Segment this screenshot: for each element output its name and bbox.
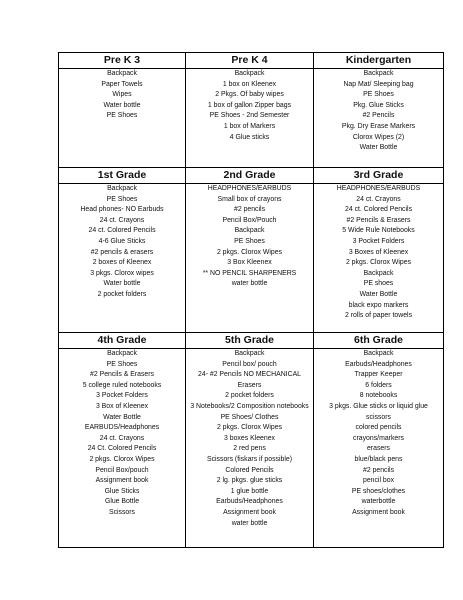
supply-item: Scissors (fiskars if possible)	[206, 455, 292, 463]
supply-item: Assignment book	[95, 477, 149, 485]
supply-item: blue/black pens	[354, 455, 403, 463]
supply-item: 8 notebooks	[359, 392, 398, 400]
supply-item: PE Shoes - 2nd Semester	[209, 112, 290, 120]
supply-item: ** NO PENCIL SHARPENERS	[202, 269, 297, 277]
supply-item: 5 college ruled notebooks	[82, 381, 162, 389]
school-supply-table	[58, 52, 444, 548]
supply-item: #2 Pencils & Erasers	[90, 371, 154, 379]
supply-item: PE Shoes	[363, 91, 394, 99]
supply-item: 2 pocket folders	[225, 392, 274, 400]
supply-items-cell	[59, 349, 186, 548]
supply-items-cell	[59, 184, 186, 333]
supply-item: PE Shoes	[234, 237, 265, 245]
supply-item: 1 glue bottle	[230, 487, 269, 495]
supply-items-cell	[186, 184, 314, 333]
supply-item: Small box of crayons	[217, 195, 282, 203]
supply-item: water bottle	[231, 519, 268, 527]
supply-item: 2 boxes of Kleenex	[92, 259, 152, 267]
supply-item: Assignment book	[352, 508, 405, 516]
supply-item: 2 pkgs. Clorox Wipes	[345, 259, 412, 267]
supply-items-cell	[314, 349, 444, 548]
supply-item: Backpack	[363, 350, 394, 357]
supply-item: Colored Pencils	[225, 466, 274, 474]
supply-item: Glue Sticks	[104, 487, 140, 495]
supply-item: 3 boxes Kleenex	[224, 434, 275, 442]
supply-item: 24 ct. Crayons	[356, 195, 401, 203]
supply-item: 3 Pocket Folders	[96, 392, 148, 400]
grade-header: 1st Grade	[59, 168, 186, 184]
supply-item: Wipes	[112, 91, 132, 99]
supply-item: Pencil Box/Pouch	[222, 216, 277, 224]
supply-item: Scissors	[108, 508, 136, 516]
supply-item: erasers	[367, 445, 390, 453]
supply-item: Water bottle	[103, 101, 141, 109]
supply-item: 3 pkgs. Glue sticks or liquid glue	[329, 402, 428, 410]
supply-item: 1 box of gallon Zipper bags	[207, 101, 292, 109]
supply-items-cell	[314, 184, 444, 333]
supply-item: 24 ct. Crayons	[99, 216, 145, 224]
supply-item: #2 pencils	[233, 206, 266, 214]
supply-item: EARBUDS/Headphones	[84, 424, 160, 432]
supply-item: PE shoes	[363, 280, 394, 288]
supply-item: 24 ct. Colored Pencils	[344, 206, 413, 214]
grade-header-row	[59, 333, 444, 349]
grade-header: 3rd Grade	[314, 168, 444, 184]
supply-item: Pkg. Dry Erase Markers	[341, 122, 416, 130]
supply-item: Trapper Keeper	[354, 371, 403, 379]
supply-item: 24 Ct. Colored Pencils	[87, 445, 157, 453]
supply-item: Backpack	[234, 227, 265, 235]
supply-item: 2 pkgs. Clorox Wipes	[216, 248, 283, 256]
supply-items-row	[59, 184, 444, 333]
supply-item: Water Bottle	[359, 290, 398, 298]
supply-item: 2 red pens	[233, 445, 266, 453]
supply-item: 3 Notebooks/2 Composition notebooks	[190, 402, 309, 410]
supply-item: 2 lg. pkgs. glue sticks	[216, 477, 283, 485]
supply-item: crayons/markers	[353, 434, 404, 442]
supply-item: pencil box	[362, 477, 395, 485]
supply-item: 3 Pocket Folders	[352, 237, 405, 245]
supply-item: PE Shoes	[106, 195, 138, 203]
supply-item: 4-6 Glue Sticks	[98, 237, 146, 245]
supply-item: Water Bottle	[103, 413, 141, 421]
supply-item: Clorox Wipes (2)	[352, 133, 405, 141]
supply-item: Backpack	[107, 70, 137, 77]
supply-item: 2 rolls of paper towels	[344, 312, 413, 320]
supply-item: 3 pkgs. Clorox wipes	[90, 269, 154, 277]
supply-item: 6 folders	[365, 381, 392, 389]
supply-item: PE shoes/clothes	[351, 487, 406, 495]
supply-item: #2 pencils	[362, 466, 395, 474]
supply-item: Erasers	[237, 381, 262, 389]
supply-item: 1 box of Markers	[223, 122, 276, 130]
supply-item: Glue Bottle	[104, 498, 140, 506]
supply-item: Assignment book	[223, 508, 276, 516]
supply-item: Pencil box/ pouch	[222, 360, 277, 368]
supply-item: 2 pkgs. Clorox Wipes	[216, 424, 283, 432]
supply-item: PE Shoes	[106, 112, 138, 120]
supply-item: Water bottle	[103, 280, 141, 288]
supply-item: Backpack	[107, 350, 137, 357]
grade-header-row	[59, 168, 444, 184]
supply-items-cell	[314, 69, 444, 168]
grade-header: Kindergarten	[314, 53, 444, 69]
supply-item: Head phones- NO Earbuds	[80, 206, 164, 214]
supply-items-cell	[186, 349, 314, 548]
supply-items-row	[59, 349, 444, 548]
supply-item: scissors	[366, 413, 391, 421]
supply-item: Pencil Box/pouch	[95, 466, 149, 474]
supply-item: 2 pocket folders	[97, 290, 147, 298]
supply-items-cell	[186, 69, 314, 168]
supply-item: 24 ct. Crayons	[99, 434, 145, 442]
supply-items-cell	[59, 69, 186, 168]
supply-item: 2 Pkgs. Of baby wipes	[215, 91, 284, 99]
supply-item: 3 Box Kleenex	[227, 259, 272, 267]
grade-header: 4th Grade	[59, 333, 186, 349]
supply-item: waterbottle	[361, 498, 396, 506]
supply-item: 3 Boxes of Kleenex	[348, 248, 409, 256]
supply-item: Nap Mat/ Sleeping bag	[343, 80, 414, 88]
supply-item: PE Shoes/ Clothes	[220, 413, 279, 421]
supply-item: Earbuds/Headphones	[345, 360, 412, 368]
supply-item: Pkg. Glue Sticks	[353, 101, 404, 109]
supply-item: Backpack	[234, 70, 265, 77]
grade-header: Pre K 3	[59, 53, 186, 69]
supply-item: Backpack	[107, 185, 137, 192]
supply-item: #2 pencils & erasers	[90, 248, 154, 256]
supply-item: #2 Pencils	[362, 112, 395, 120]
supply-item: HEADPHONES/EARBUDS	[336, 185, 421, 192]
supply-item: 2 pkgs. Clorox Wipes	[89, 455, 155, 463]
grade-header: 5th Grade	[186, 333, 314, 349]
supply-item: 4 Glue sticks	[229, 133, 270, 141]
supply-item: water bottle	[231, 280, 268, 288]
supply-item: 24 ct. Colored Pencils	[88, 227, 156, 235]
grade-header-row	[59, 53, 444, 69]
grade-header: 6th Grade	[314, 333, 444, 349]
supply-item: #2 Pencils & Erasers	[346, 216, 411, 224]
supply-item: Earbuds/Headphones	[216, 498, 283, 506]
supply-item: Water Bottle	[359, 144, 398, 152]
supply-item: 3 Box of Kleenex	[95, 402, 149, 410]
supply-item: black expo markers	[348, 301, 409, 309]
grade-header: Pre K 4	[186, 53, 314, 69]
supply-item: 24- #2 Pencils NO MECHANICAL	[197, 371, 301, 379]
supply-item: Backpack	[363, 269, 394, 277]
supply-item: Paper Towels	[101, 80, 143, 88]
supply-item: colored pencils	[355, 424, 402, 432]
supply-item: HEADPHONES/EARBUDS	[207, 185, 292, 192]
supply-item: 1 box on Kleenex	[222, 80, 277, 88]
supply-item: Backpack	[363, 70, 394, 77]
supply-item: 5 Wide Rule Notebooks	[342, 227, 415, 235]
supply-items-row	[59, 69, 444, 168]
supply-item: Backpack	[234, 350, 265, 357]
supply-item: PE Shoes	[106, 360, 138, 368]
grade-header: 2nd Grade	[186, 168, 314, 184]
